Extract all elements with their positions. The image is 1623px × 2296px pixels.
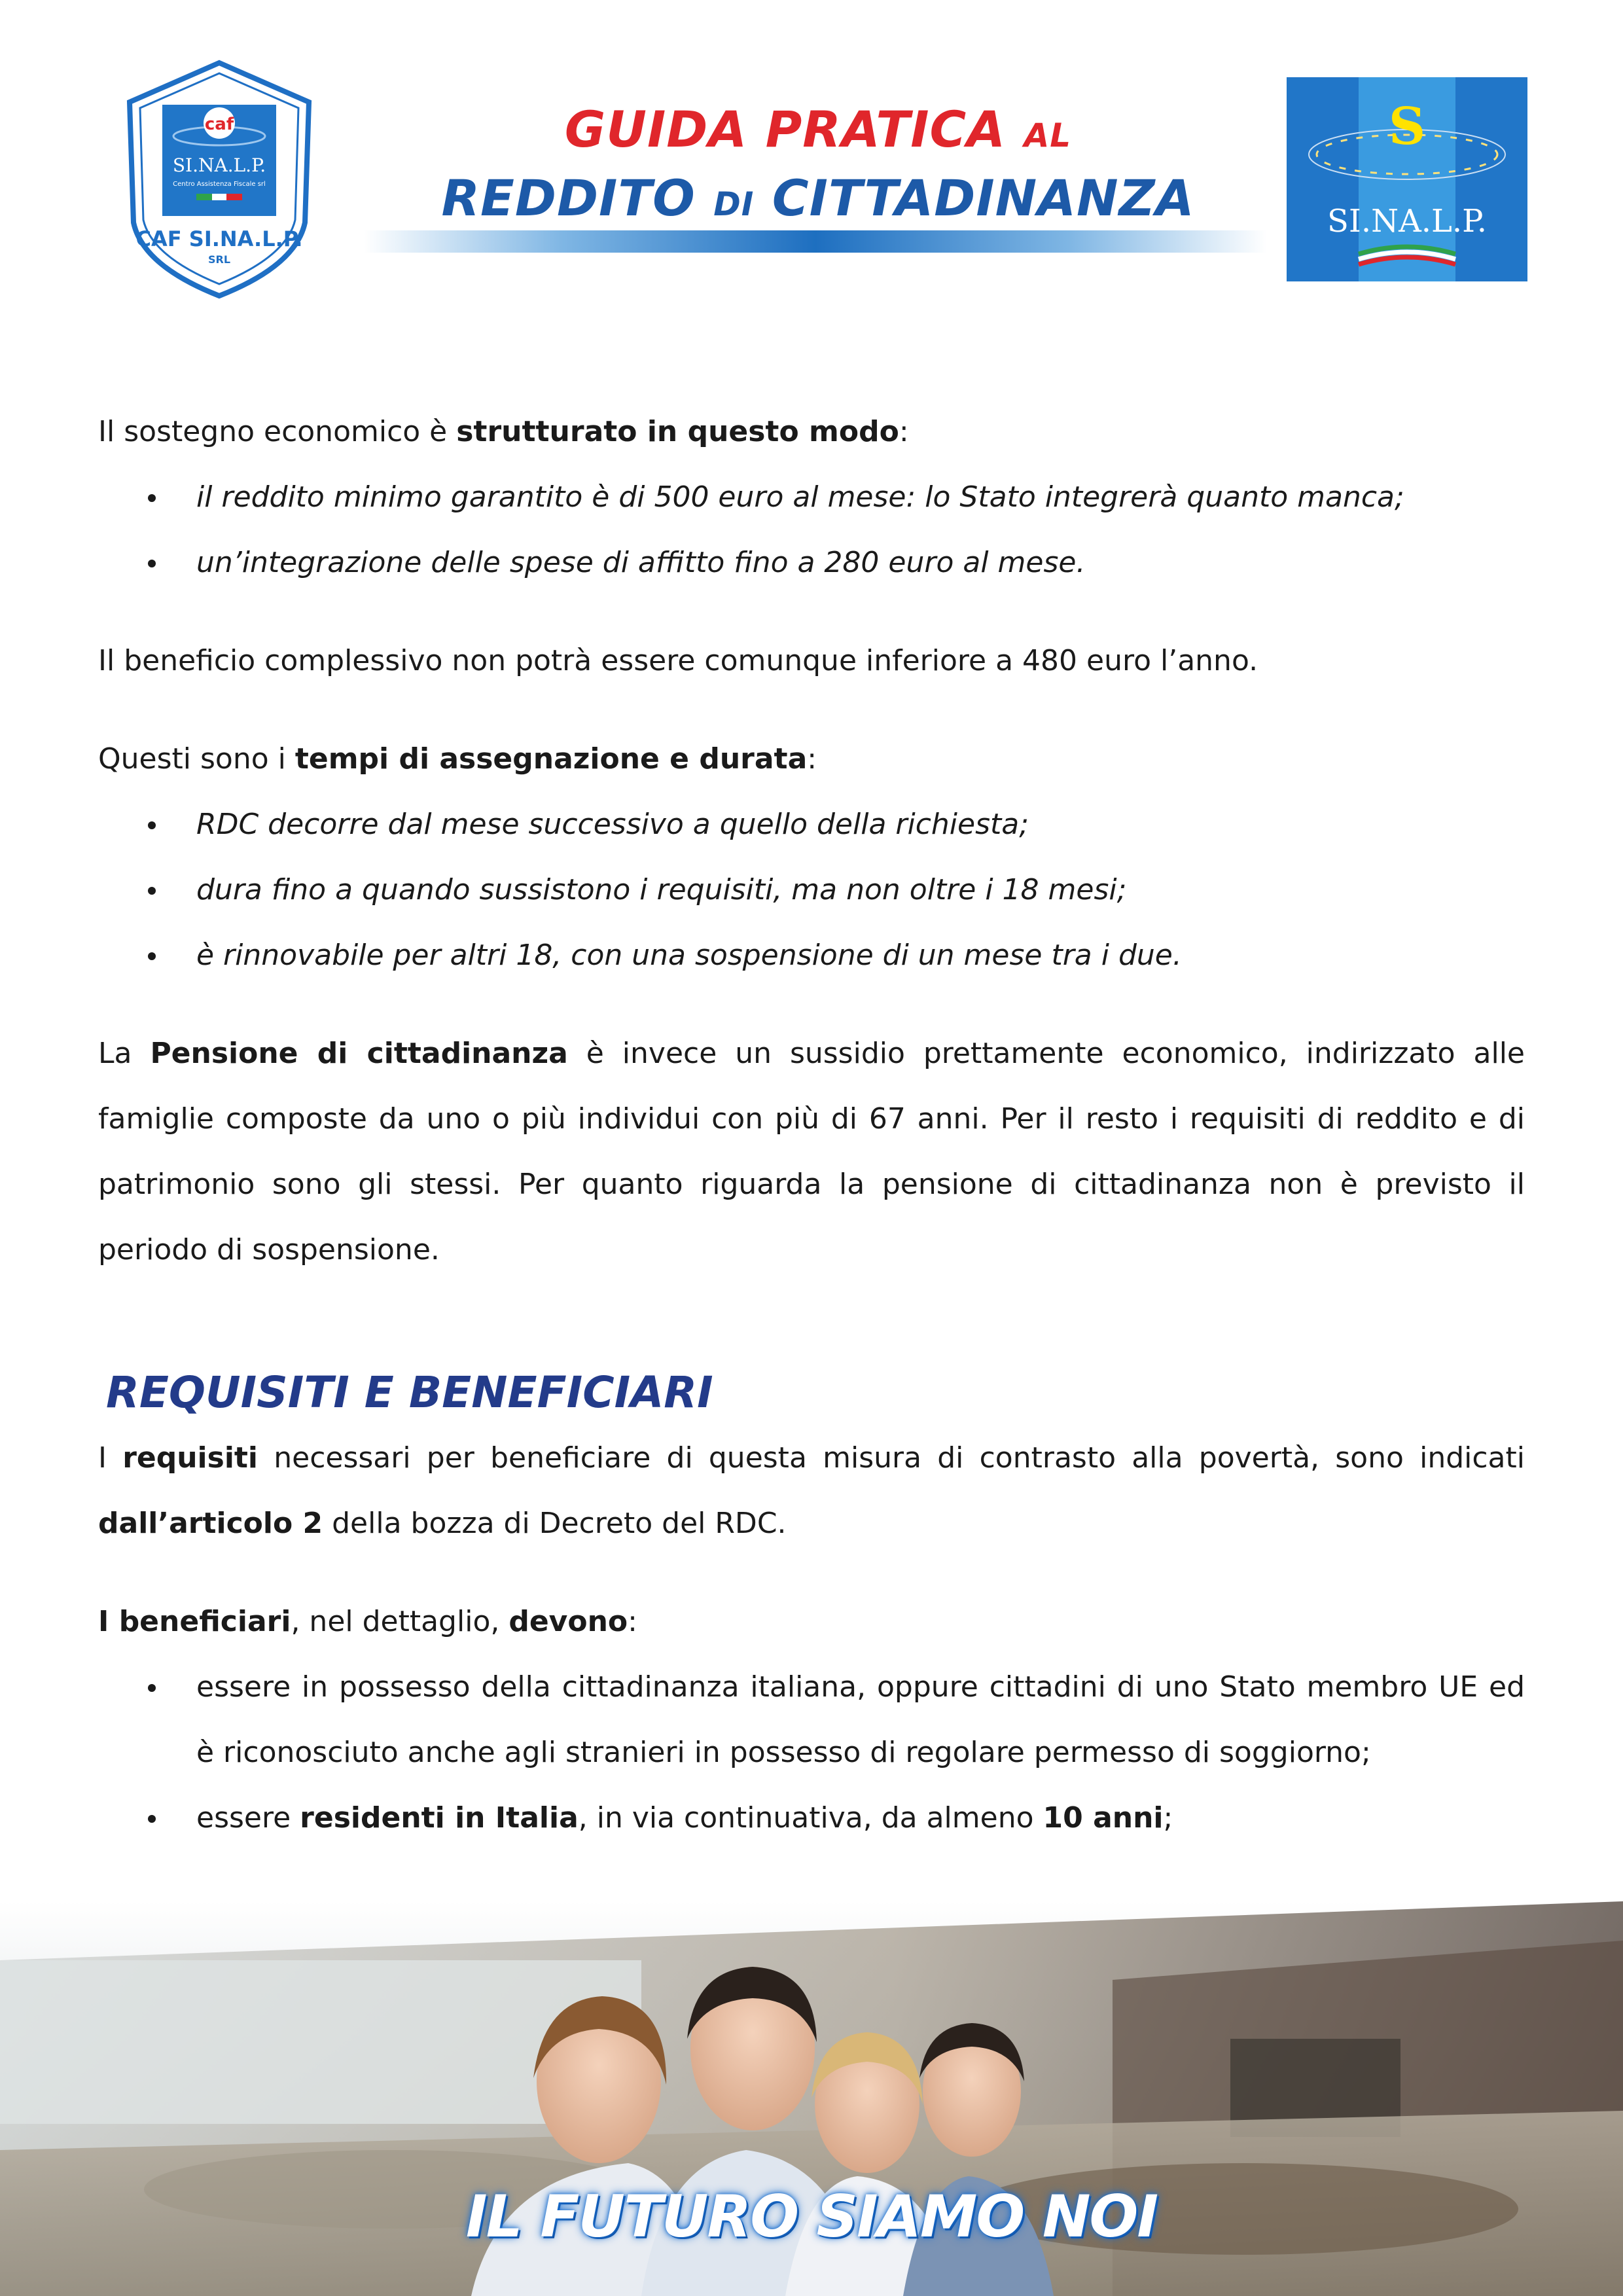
title-guida-pratica: GUIDA PRATICA	[564, 100, 1007, 158]
bold-run: strutturato in questo modo	[456, 415, 899, 448]
text-run: , nel dettaglio,	[291, 1605, 509, 1638]
section-title-requisiti: REQUISITI E BENEFICIARI	[106, 1367, 713, 1418]
caf-name-text: CAF SI.NA.L.P.	[135, 226, 303, 251]
bold-run: I beneficiari	[98, 1605, 291, 1638]
footer-slogan: IL FUTURO SIAMO NOI	[465, 2183, 1158, 2250]
sinalp-logo	[1287, 77, 1527, 281]
bold-run: tempi di assegnazione e durata	[294, 742, 808, 776]
title-reddito: REDDITO	[441, 169, 696, 227]
text-run: :	[628, 1605, 637, 1638]
text-run: Questi sono i	[98, 742, 295, 776]
paragraph-beneficio: Il beneficio complessivo non potrà essere comunque inferiore a 480 euro l’anno.	[98, 644, 1258, 677]
list-sostegno	[98, 465, 1525, 596]
text-run: necessari per beneficiare di questa misura di contrasto alla povertà, sono indicati	[258, 1441, 1525, 1475]
paragraph-sostegno	[98, 399, 1525, 465]
text-run: ;	[1163, 1801, 1173, 1835]
list-item: dura fino a quando sussistono i requisiti, ma non oltre i 18 mesi;	[98, 857, 1525, 923]
bold-run: Pensione di cittadinanza	[150, 1037, 568, 1070]
caf-sub-text: Centro Assistenza Fiscale srl	[173, 181, 266, 188]
caf-mark-text: caf	[204, 115, 234, 134]
paragraph-beneficiari	[98, 1589, 1525, 1655]
page-header	[0, 0, 1623, 340]
list-item	[98, 1785, 1525, 1851]
text-run: , in via continuativa, da almeno	[578, 1801, 1043, 1835]
list-item: essere in possesso della cittadinanza italiana, oppure cittadini di uno Stato membro UE ed è riconosciuto anche agli stranieri in possesso di regolare permesso di soggiorno;	[98, 1655, 1525, 1785]
bold-run: residenti in Italia	[300, 1801, 579, 1835]
paragraph-requisiti	[98, 1426, 1525, 1556]
list-beneficiari	[98, 1655, 1525, 1851]
title-underline-bar	[364, 230, 1267, 253]
list-tempi	[98, 792, 1525, 988]
list-item: il reddito minimo garantito è di 500 euro al mese: lo Stato integrerà quanto manca;	[98, 465, 1525, 530]
caf-suffix-text: SRL	[207, 253, 231, 266]
bold-run: dall’articolo 2	[98, 1507, 323, 1540]
text-run: della bozza di Decreto del RDC.	[323, 1507, 787, 1540]
text-run: La	[98, 1037, 151, 1070]
title-cittadinanza: CITTADINANZA	[772, 169, 1195, 227]
page-title	[366, 98, 1270, 236]
list-item: è rinnovabile per altri 18, con una sospensione di un mese tra i due.	[98, 923, 1525, 988]
text-run: I	[98, 1441, 123, 1475]
bold-run: 10 anni	[1043, 1801, 1164, 1835]
title-al: AL	[1024, 117, 1072, 154]
sinalp-name: SI.NA.L.P.	[1327, 203, 1487, 240]
title-line-2	[366, 167, 1270, 236]
sinalp-letter: S	[1388, 97, 1426, 156]
text-run: :	[807, 742, 817, 776]
paragraph-pensione	[98, 1021, 1525, 1283]
caf-sinalp-logo	[124, 59, 314, 301]
bold-run: requisiti	[122, 1441, 259, 1475]
paragraph-tempi	[98, 726, 1525, 792]
list-item: un’integrazione delle spese di affitto fino a 280 euro al mese.	[98, 530, 1525, 596]
text-run: :	[899, 415, 909, 448]
document-body	[98, 399, 1525, 1851]
bold-run: devono	[508, 1605, 628, 1638]
title-di: DI	[713, 185, 755, 223]
list-item: RDC decorre dal mese successivo a quello della richiesta;	[98, 792, 1525, 857]
title-line-1	[366, 98, 1270, 167]
text-run: essere	[196, 1801, 300, 1835]
footer-banner	[0, 1901, 1623, 2296]
text-run: è invece un sussidio prettamente economico, indirizzato alle famiglie composte da uno o più individui con più di 67 anni. Per il resto i requisiti di reddito e di patrimonio sono gli stessi. Per quanto riguarda la pensione di cittadinanza non è previsto il periodo di sospensione.	[98, 1037, 1525, 1266]
text-run: Il sostegno economico è	[98, 415, 457, 448]
caf-badge-text: SI.NA.L.P.	[172, 154, 266, 176]
